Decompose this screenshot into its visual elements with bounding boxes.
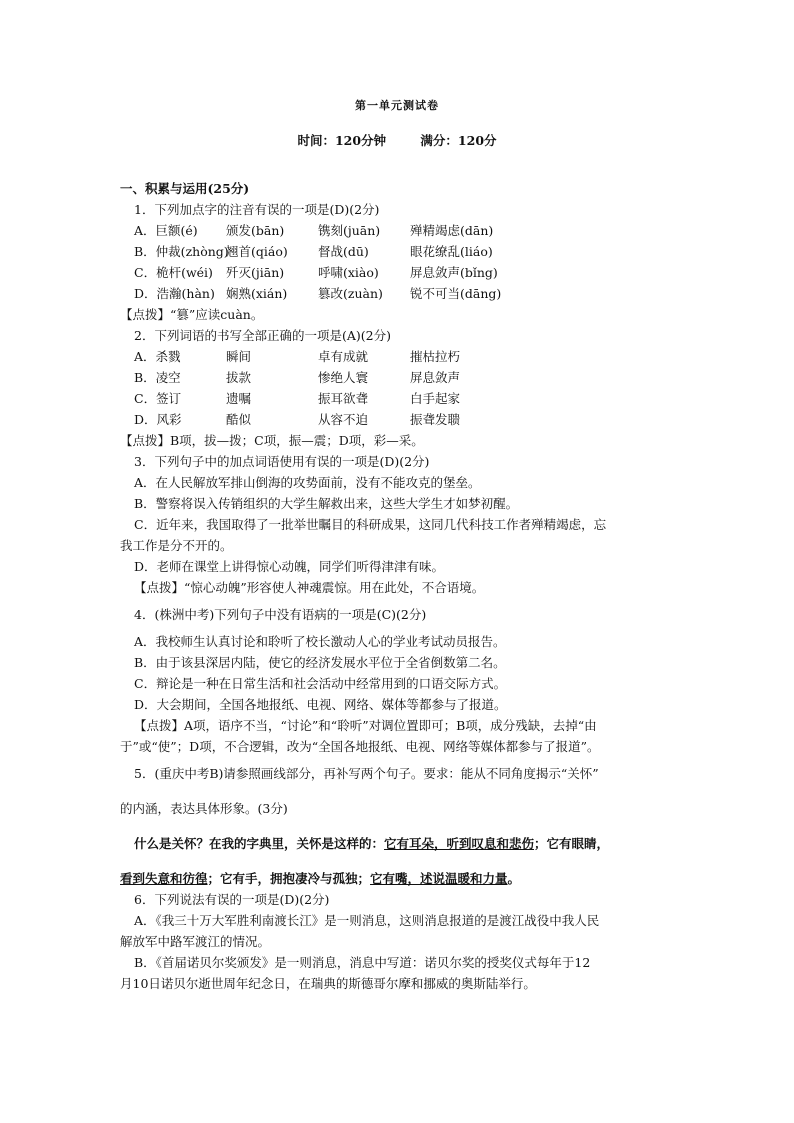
question-1-tip: 【点拨】“篡”应读cuàn。 xyxy=(120,307,264,322)
question-3-option-a: A．在人民解放军排山倒海的攻势面前，没有不能攻克的堡垒。 xyxy=(134,475,481,490)
option-c-item-1: C．桅杆(wéi) xyxy=(134,265,213,280)
question-3-stem: 3．下列句子中的加点词语使用有误的一项是(D)(2分) xyxy=(134,454,430,469)
question-1-option-c xyxy=(120,262,680,283)
option-a-item-1: A．杀戮 xyxy=(134,349,181,364)
option-b-item-3: 督战(dū) xyxy=(318,244,369,259)
option-b-item-2: 拔款 xyxy=(226,370,252,385)
option-d-item-2: 酷似 xyxy=(226,412,252,427)
question-3-tip: 【点拨】“惊心动魄”形容使人神魂震惊。用在此处，不合语境。 xyxy=(134,580,485,595)
option-c-item-4: 白手起家 xyxy=(410,391,461,406)
question-6-option-b: B．《首届诺贝尔奖颁发》是一则消息，消息中写道：诺贝尔奖的授奖仪式每年于12 xyxy=(134,955,591,970)
option-d-item-2: 娴熟(xián) xyxy=(226,286,288,301)
option-b-item-4: 眼花缭乱(liáo) xyxy=(410,244,493,259)
option-b-item-3: 惨绝人寰 xyxy=(318,370,369,385)
option-d-item-3: 篡改(zuàn) xyxy=(318,286,383,301)
question-2-option-a xyxy=(120,346,680,367)
question-3-option-d: D．老师在课堂上讲得惊心动魄，同学们听得津津有味。 xyxy=(134,559,445,574)
answer-prefix: 什么是关怀？在我的字典里，关怀是这样的： xyxy=(134,836,385,851)
question-6-option-a-cont: 解放军中路军渡江的情况。 xyxy=(120,934,271,949)
option-d-item-4: 锐不可当(dāng) xyxy=(410,286,502,301)
question-5-answer-cont xyxy=(120,868,680,889)
option-d-item-1: D．风彩 xyxy=(134,412,182,427)
question-2-option-d xyxy=(120,409,680,430)
question-2-option-c xyxy=(120,388,680,409)
exam-content xyxy=(120,178,680,994)
question-4-option-a: A．我校师生认真讨论和聆听了校长激动人心的学业考试动员报告。 xyxy=(134,634,506,649)
question-5-stem-cont: 的内涵，表达具体形象。(3分) xyxy=(120,801,288,816)
question-5-answer xyxy=(120,833,680,854)
question-4-option-d: D．大会期间，全国各地报纸、电视、网络、媒体等都参与了报道。 xyxy=(134,697,507,712)
option-c-item-3: 呼啸(xiào) xyxy=(318,265,379,280)
answer-underlined-1: 它有耳朵，听到叹息和悲伤 xyxy=(384,836,535,851)
option-d-item-1: D．浩瀚(hàn) xyxy=(134,286,215,301)
question-5-stem: 5．(重庆中考B)请参照画线部分，再补写两个句子。要求：能从不同角度揭示“关怀” xyxy=(134,766,599,781)
question-6-stem: 6．下列说法有误的一项是(D)(2分) xyxy=(134,892,330,907)
full-score: 满分：120分 xyxy=(420,133,497,148)
question-6-option-a: A．《我三十万大军胜利南渡长江》是一则消息，这则消息报道的是渡江战役中我人民 xyxy=(134,913,600,928)
option-c-item-3: 振耳欲聋 xyxy=(318,391,369,406)
option-a-item-4: 摧枯拉朽 xyxy=(410,349,461,364)
question-1-option-b xyxy=(120,241,680,262)
answer-fill-1: 看到失意和彷徨 xyxy=(120,871,208,886)
question-4-tip-cont: 于”或“使”；D项，不合逻辑，改为“全国各地报纸、电视、网络等媒体都参与了报道”。 xyxy=(120,739,600,754)
option-c-item-4: 屏息敛声(bǐng) xyxy=(410,265,498,280)
option-b-item-4: 屏息敛声 xyxy=(410,370,461,385)
option-b-item-1: B．仲裁(zhòng) xyxy=(134,244,229,259)
option-a-item-4: 殚精竭虑(dān) xyxy=(410,223,494,238)
question-1-stem: 1．下列加点字的注音有误的一项是(D)(2分) xyxy=(134,202,380,217)
answer-end: 。 xyxy=(507,871,521,886)
question-6-option-b-cont: 月10日诺贝尔逝世周年纪念日，在瑞典的斯德哥尔摩和挪威的奥斯陆举行。 xyxy=(120,976,536,991)
option-d-item-3: 从容不迫 xyxy=(318,412,369,427)
question-2-option-b xyxy=(120,367,680,388)
question-2-stem: 2．下列词语的书写全部正确的一项是(A)(2分) xyxy=(134,328,391,343)
option-b-item-1: B．凌空 xyxy=(134,370,181,385)
option-c-item-2: 歼灭(jiān) xyxy=(226,265,285,280)
option-a-item-2: 瞬间 xyxy=(226,349,252,364)
question-3-option-b: B．警察将误入传销组织的大学生解救出来，这些大学生才如梦初醒。 xyxy=(134,496,519,511)
option-a-item-1: A．巨额(é) xyxy=(134,223,198,238)
question-4-stem: 4．(株洲中考)下列句子中没有语病的一项是(C)(2分) xyxy=(134,607,427,622)
answer-middle: ；它有手，拥抱凄冷与孤独； xyxy=(207,871,371,886)
time-limit: 时间：120分钟 xyxy=(297,133,387,148)
answer-separator: ；它有眼睛， xyxy=(534,836,610,851)
option-d-item-4: 振聋发聩 xyxy=(410,412,461,427)
page-title: 第一单元测试卷 xyxy=(355,99,439,112)
option-a-item-3: 卓有成就 xyxy=(318,349,369,364)
answer-fill-2: 它有嘴，述说温暖和力量 xyxy=(370,871,508,886)
question-3-option-c-cont: 我工作是分不开的。 xyxy=(120,538,233,553)
question-4-option-b: B．由于该县深居内陆，使它的经济发展水平位于全省倒数第二名。 xyxy=(134,655,506,670)
option-c-item-1: C．签订 xyxy=(134,391,182,406)
question-4-option-c: C．辩论是一种在日常生活和社会活动中经常用到的口语交际方式。 xyxy=(134,676,507,691)
option-c-item-2: 遗嘱 xyxy=(226,391,252,406)
exam-info xyxy=(0,131,794,149)
question-2-tip: 【点拨】B项，拔—拨；C项，振—震；D项，彩—采。 xyxy=(120,433,424,448)
option-a-item-2: 颁发(bān) xyxy=(226,223,285,238)
option-a-item-3: 镌刻(juān) xyxy=(318,223,381,238)
question-3-option-c: C．近年来，我国取得了一批举世瞩目的科研成果，这同几代科技工作者殚精竭虑，忘 xyxy=(134,517,607,532)
question-4-tip: 【点拨】A项，语序不当，“讨论”和“聆听”对调位置即可；B项，成分残缺，去掉“由 xyxy=(134,718,597,733)
question-1-option-d xyxy=(120,283,680,304)
option-b-item-2: 翘首(qiáo) xyxy=(226,244,288,259)
section-heading: 一、积累与运用(25分) xyxy=(120,181,250,196)
question-1-option-a xyxy=(120,220,680,241)
